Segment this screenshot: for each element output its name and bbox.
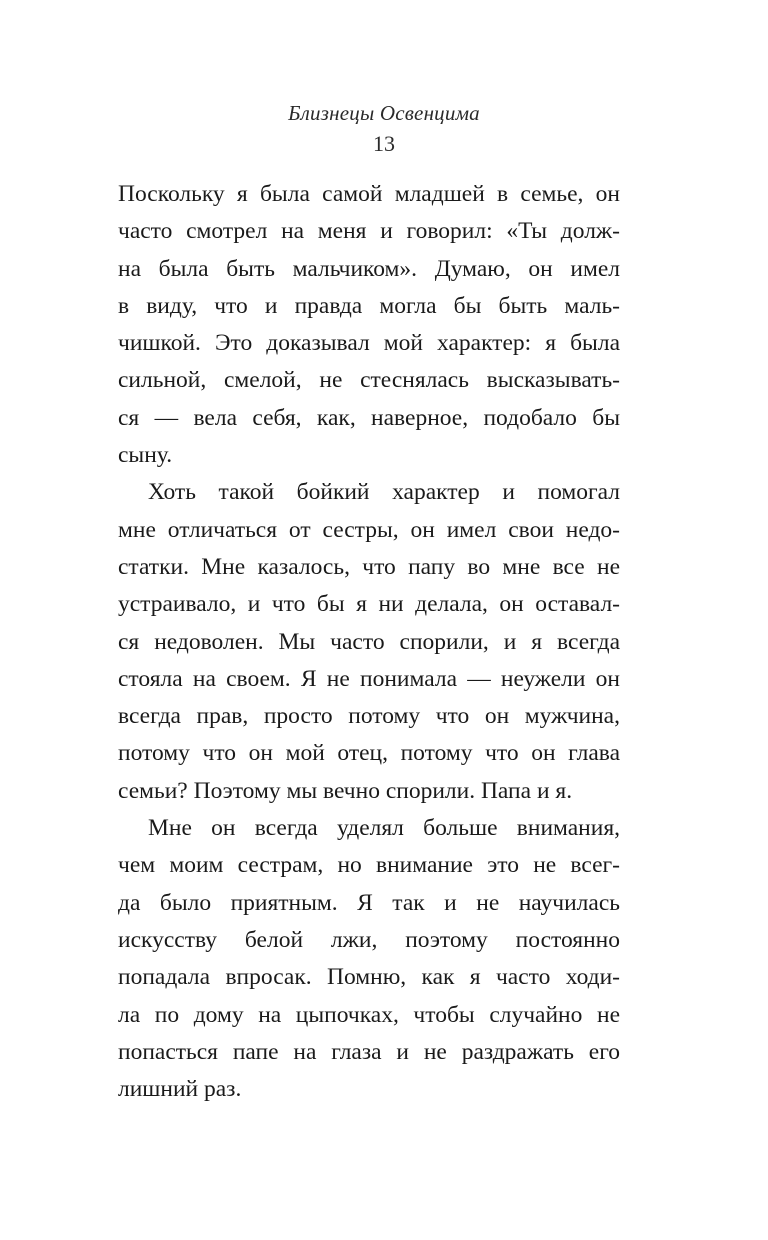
text-line: ла по дому на цыпочках, чтобы случайно не bbox=[118, 1001, 620, 1028]
text-line: Поскольку я была самой младшей в семье, он bbox=[118, 181, 620, 207]
body-text bbox=[118, 176, 620, 1108]
text-line: семьи? Поэтому мы вечно спорили. Папа и я. bbox=[118, 777, 573, 804]
text-line: Мне он всегда уделял больше внимания, bbox=[148, 815, 620, 842]
paragraph-1 bbox=[118, 176, 620, 474]
text-line: сильной, смелой, не стеснялась высказывать- bbox=[118, 367, 620, 394]
text-line: на была быть мальчиком». Думаю, он имел bbox=[118, 255, 620, 282]
text-line: Хоть такой бойкий характер и помогал bbox=[148, 479, 620, 506]
text-line: ся — вела себя, как, наверное, подобало бы bbox=[118, 404, 620, 431]
text-line: статки. Мне казалось, что папу во мне все не bbox=[118, 553, 620, 580]
text-line: чем моим сестрам, но внимание это не всег- bbox=[118, 852, 620, 879]
text-line: попасться папе на глаза и не раздражать его bbox=[118, 1038, 620, 1065]
text-line: часто смотрел на меня и говорил: «Ты долж- bbox=[118, 218, 620, 245]
text-line: сыну. bbox=[118, 442, 173, 469]
page-number: 13 bbox=[373, 131, 395, 156]
text-line: в виду, что и правда могла бы быть маль- bbox=[118, 292, 620, 319]
text-line: всегда прав, просто потому что он мужчина, bbox=[118, 703, 620, 730]
text-line: устраивало, и что бы я ни делала, он оставал- bbox=[118, 591, 620, 618]
text-line: искусству белой лжи, поэтому постоянно bbox=[118, 926, 620, 953]
paragraph-3 bbox=[118, 810, 620, 1108]
text-line: потому что он мой отец, потому что он глава bbox=[118, 740, 620, 767]
text-line: чишкой. Это доказывал мой характер: я была bbox=[118, 330, 620, 357]
text-line: да было приятным. Я так и не научилась bbox=[118, 889, 620, 916]
text-line: лишний раз. bbox=[118, 1076, 242, 1103]
running-title: Близнецы Освенцима bbox=[288, 101, 480, 125]
text-line: ся недоволен. Мы часто спорили, и я всегда bbox=[118, 628, 620, 655]
paragraph-2 bbox=[118, 474, 620, 810]
text-line: стояла на своем. Я не понимала — неужели он bbox=[118, 665, 620, 692]
text-line: попадала впросак. Помню, как я часто ходи- bbox=[118, 964, 620, 991]
text-line: мне отличаться от сестры, он имел свои недо- bbox=[118, 516, 620, 543]
